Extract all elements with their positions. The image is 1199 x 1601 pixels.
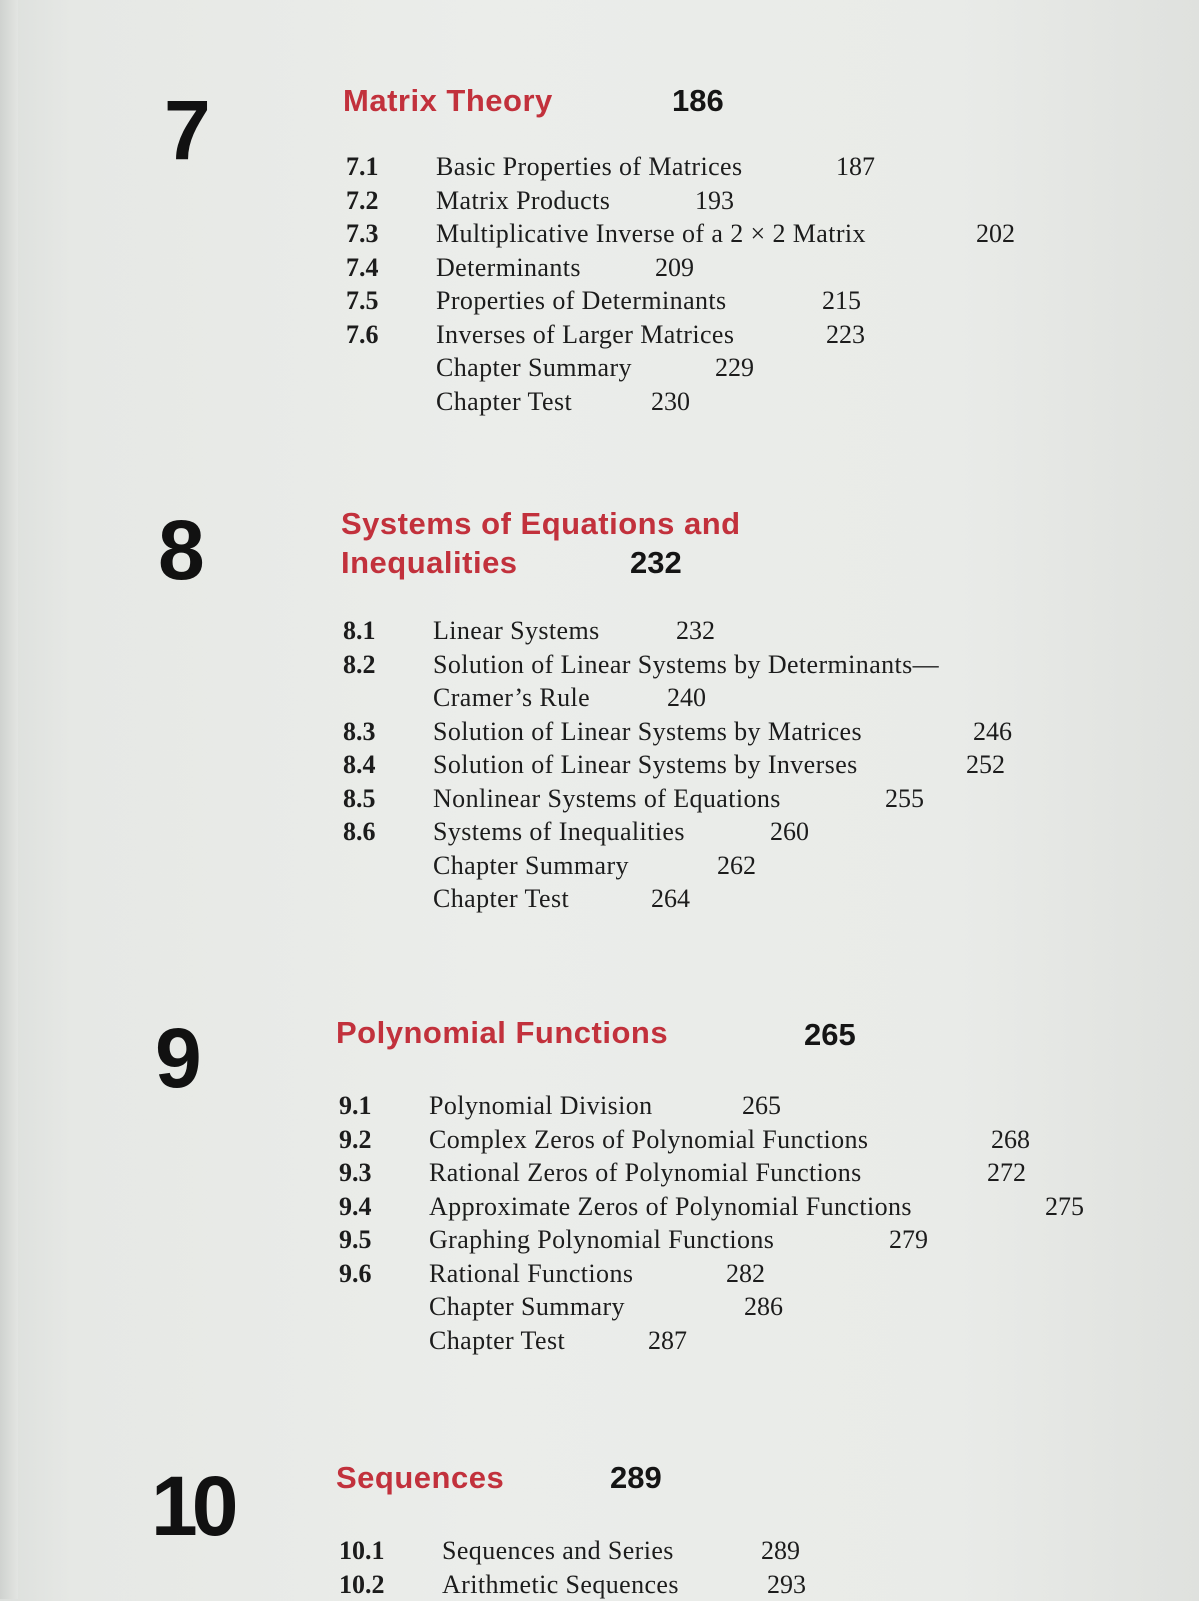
chapter-page: 289 [610,1460,662,1495]
section-page: 268 [991,1124,1030,1154]
section-number: 10.2 [339,1569,385,1599]
section-page: 240 [667,683,706,712]
section-number: 8.6 [343,817,376,846]
section-page: 246 [973,716,1012,746]
section-page: 282 [726,1258,765,1288]
chapter-number: 10 [151,1459,233,1553]
section-title: Linear Systems [433,616,600,645]
section-page: 260 [770,817,809,846]
section-title: Matrix Products [436,185,611,215]
section-page: 193 [695,185,734,215]
chapter-page: 232 [630,545,682,580]
chapter-title-line2: Inequalities [341,545,518,580]
section-number: 7.3 [346,219,379,248]
section-title: Complex Zeros of Polynomial Functions [429,1124,869,1154]
section-title: Inverses of Larger Matrices [436,319,735,349]
section-page: 289 [761,1536,800,1565]
section-page: 215 [822,286,861,315]
chapter-page: 265 [804,1017,856,1052]
section-title: Chapter Test [429,1325,566,1355]
section-number: 8.4 [343,750,376,779]
section-title: Rational Zeros of Polynomial Functions [429,1158,862,1187]
section-title: Polynomial Division [429,1091,653,1120]
section-page: 223 [826,319,865,349]
section-title: Solution of Linear Systems by Matrices [433,716,862,746]
section-title: Systems of Inequalities [433,817,685,846]
section-number: 8.3 [343,716,376,746]
chapter-title: Polynomial Functions [336,1015,669,1050]
section-page: 252 [966,750,1005,779]
section-number: 9.4 [339,1191,372,1221]
section-title: Sequences and Series [442,1536,674,1565]
section-title: Solution of Linear Systems by Inverses [433,750,858,779]
section-page: 255 [885,783,924,813]
section-number: 8.5 [343,783,376,813]
section-number: 9.2 [339,1124,372,1154]
page-edge [0,0,18,1599]
section-title: Chapter Summary [433,850,629,880]
section-page: 279 [889,1225,928,1254]
chapter-number: 8 [158,503,202,597]
section-title: Chapter Summary [436,353,632,382]
section-page: 230 [651,386,690,416]
chapter-number: 9 [155,1011,199,1105]
section-number: 7.6 [346,319,379,349]
section-title: Cramer’s Rule [433,683,591,712]
section-title: Solution of Linear Systems by Determinants— [433,649,940,679]
section-number: 8.2 [343,649,376,679]
section-title: Basic Properties of Matrices [436,152,743,181]
section-title: Chapter Test [436,386,573,416]
chapter-title: Sequences [336,1460,505,1495]
section-page: 232 [676,616,715,645]
section-title: Chapter Test [433,884,570,913]
section-title: Arithmetic Sequences [442,1569,679,1599]
section-page: 293 [767,1569,806,1599]
section-number: 9.1 [339,1091,372,1120]
section-page: 287 [648,1325,687,1355]
section-page: 229 [715,353,754,382]
section-number: 7.5 [346,286,379,315]
section-page: 187 [836,152,875,181]
section-number: 9.5 [339,1225,372,1254]
section-number: 7.4 [346,252,379,282]
chapter-title: Systems of Equations and [341,506,741,541]
section-page: 209 [655,252,694,282]
section-page: 275 [1045,1191,1084,1221]
section-number: 7.1 [346,152,379,181]
section-page: 264 [651,884,690,913]
section-number: 9.6 [339,1258,372,1288]
section-page: 272 [987,1158,1026,1187]
section-number: 7.2 [346,185,379,215]
section-title: Properties of Determinants [436,286,727,315]
section-title: Multiplicative Inverse of a 2 × 2 Matrix [436,219,866,248]
section-page: 286 [744,1292,783,1321]
section-number: 10.1 [339,1536,385,1565]
section-number: 8.1 [343,616,376,645]
chapter-page: 186 [672,83,724,118]
section-page: 202 [976,219,1015,248]
section-title: Graphing Polynomial Functions [429,1225,775,1254]
section-number: 9.3 [339,1158,372,1187]
section-title: Chapter Summary [429,1292,625,1321]
section-title: Approximate Zeros of Polynomial Functions [429,1191,912,1221]
section-title: Determinants [436,252,581,282]
chapter-title: Matrix Theory [343,83,553,118]
section-page: 262 [717,850,756,880]
chapter-number: 7 [164,83,208,177]
section-page: 265 [742,1091,781,1120]
section-title: Nonlinear Systems of Equations [433,783,781,813]
section-title: Rational Functions [429,1258,634,1288]
